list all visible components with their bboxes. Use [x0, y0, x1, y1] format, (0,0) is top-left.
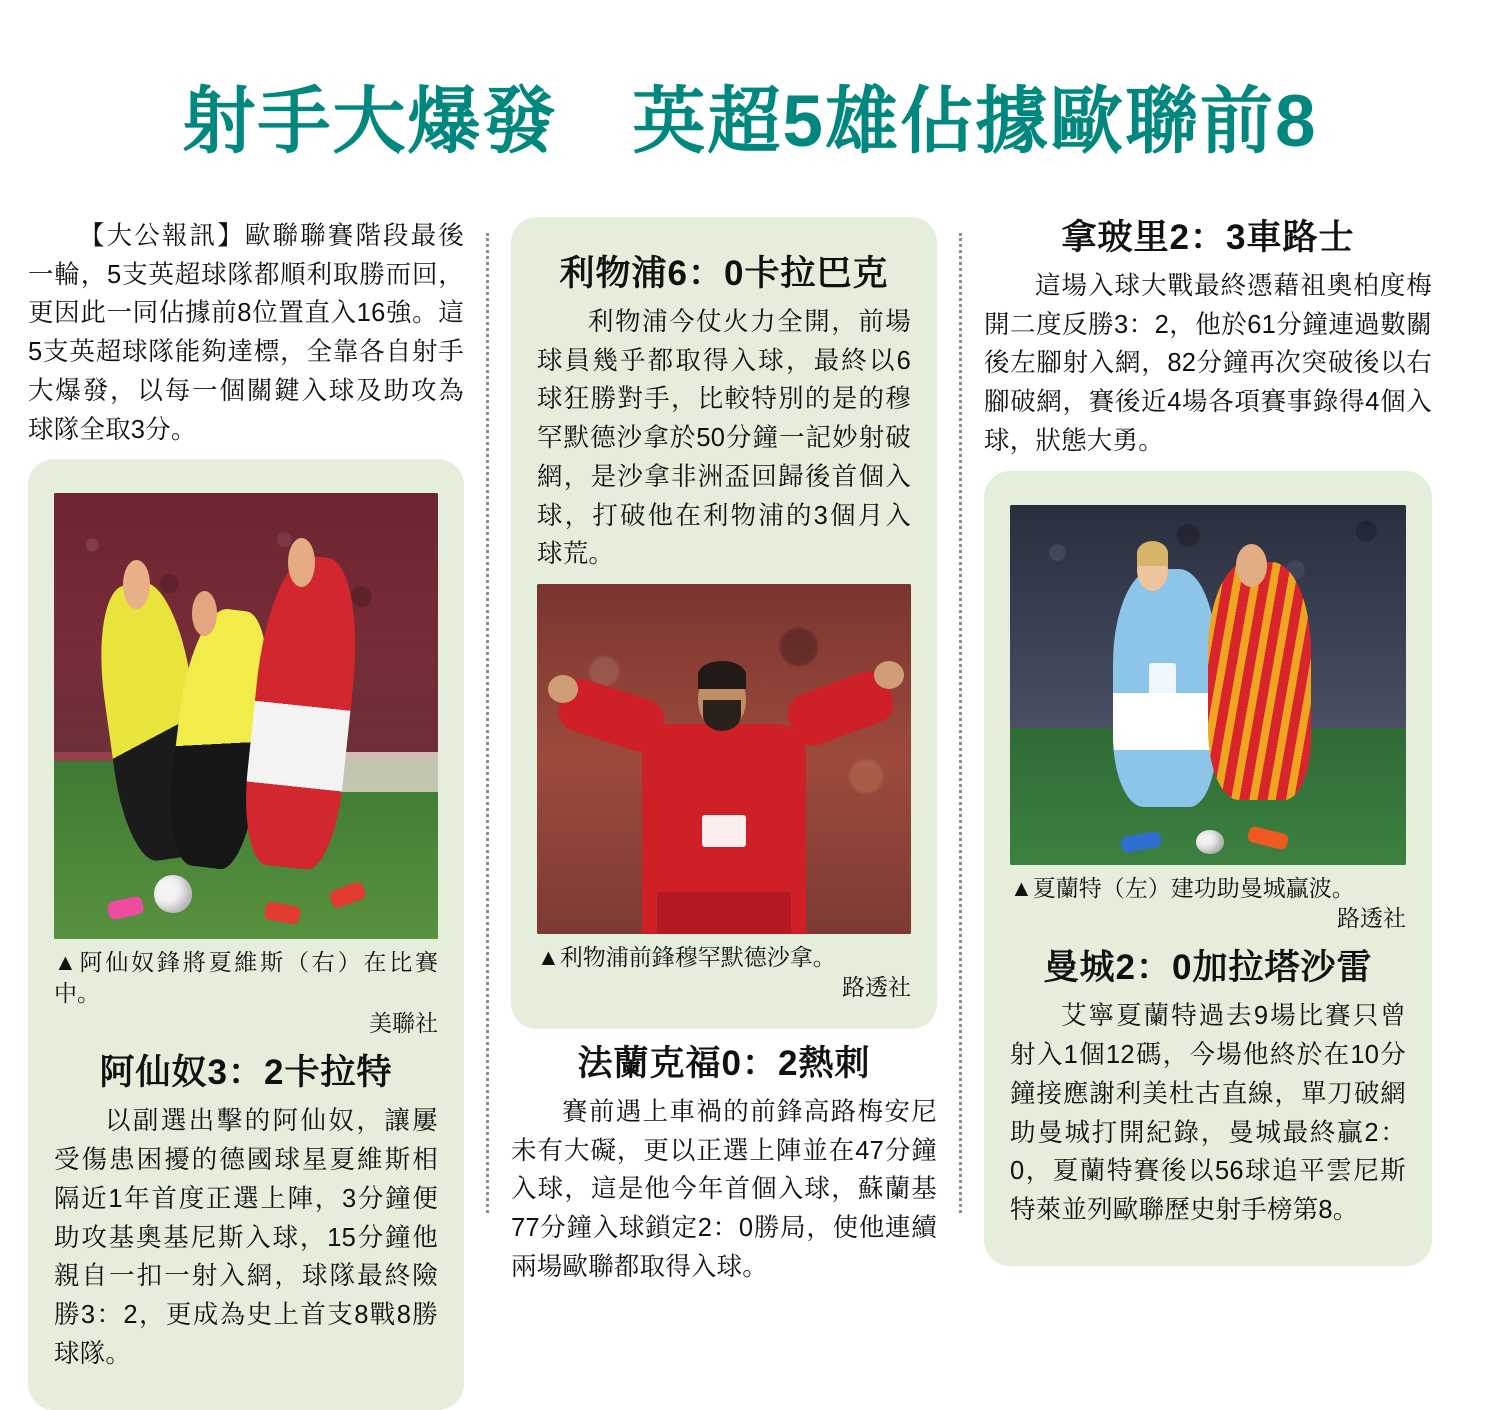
right-photo-caption — [1010, 873, 1406, 934]
caption-source: 路透社 — [1337, 904, 1406, 931]
mancity-subhead: 曼城2：0加拉塔沙雷 — [1043, 948, 1373, 988]
football — [1196, 830, 1224, 854]
newspaper-page — [0, 49, 1500, 1368]
caption-text: ▲阿仙奴鋒將夏維斯（右）在比賽中。 — [54, 949, 438, 1006]
haaland-mancity-photo — [1010, 505, 1406, 865]
tottenham-body: 賽前遇上車禍的前鋒高路梅安尼未有大礙，更以正選上陣並在47分鐘入球，這是他今年首個入球，蘇蘭基77分鐘入球鎖定2：0勝局，使他連續兩場歐聯都取得入球。 — [511, 1097, 937, 1281]
lead-source-tag: 【大公報訊】 — [79, 221, 245, 250]
caption-source: 美聯社 — [369, 1010, 438, 1037]
player-beard — [703, 700, 740, 732]
lead-paragraph — [28, 217, 464, 450]
chelsea-body: 這場入球大戰最終憑藉祖奧柏度梅開二度反勝3：2，他於61分鐘連過數關後左腳射入網，82分鐘再次突破後以右腳破網，賽後近4場各項賽事錄得4個入球，狀態大勇。 — [984, 271, 1432, 455]
left-photo-caption — [54, 947, 438, 1038]
jersey-number — [1149, 663, 1177, 706]
player-head-3 — [288, 538, 315, 587]
column-middle — [489, 217, 959, 1281]
player-hair — [698, 661, 747, 689]
salah-celebration-photo — [537, 584, 911, 934]
left-photo-card — [28, 459, 464, 1409]
liverpool-card — [511, 217, 937, 1029]
column-left — [28, 217, 486, 1368]
player-hair-mancity — [1137, 541, 1169, 566]
jersey-sponsor-logo — [702, 815, 747, 847]
player-galatasaray — [1208, 562, 1311, 800]
middle-photo-caption — [537, 942, 911, 1003]
chelsea-subhead: 拿玻里2：3車路士 — [1061, 217, 1355, 257]
tottenham-subhead: 法蘭克福0：2熱刺 — [577, 1043, 871, 1083]
player-hand-left — [548, 675, 578, 703]
column-right — [962, 217, 1432, 1227]
arsenal-dortmund-photo — [54, 493, 438, 939]
caption-text: ▲夏蘭特（左）建功助曼城贏波。 — [1010, 874, 1355, 901]
mancity-card — [984, 471, 1432, 1266]
liverpool-body: 利物浦今仗火力全開，前場球員幾乎都取得入球，最終以6球狂勝對手，比較特別的是的穆罕默德沙拿於50分鐘一記妙射破網，是沙拿非洲盃回歸後首個入球，打破他在利物浦的3個月入球荒。 — [537, 307, 911, 569]
mancity-body: 艾寧夏蘭特過去9場比賽只曾射入1個12碼，今場他終於在10分鐘接應謝利美杜古直線，單刀破網助曼城打開紀錄，曼城最終贏2：0，夏蘭特賽後以56球追平雲尼斯特萊並列歐聯歷史射手榜第8。 — [1010, 1002, 1406, 1225]
football — [154, 875, 192, 912]
article-columns — [0, 217, 1500, 1368]
player-hand-right — [874, 661, 904, 689]
caption-source: 路透社 — [842, 974, 911, 1001]
liverpool-subhead: 利物浦6：0卡拉巴克 — [559, 253, 889, 293]
left-subhead: 阿仙奴3：2卡拉特 — [99, 1053, 393, 1093]
page-headline: 射手大爆發 英超5雄佔據歐聯前8 — [182, 80, 1318, 162]
caption-text: ▲利物浦前鋒穆罕默德沙拿。 — [537, 944, 836, 971]
player-shorts — [657, 892, 792, 934]
left-body: 以副選出擊的阿仙奴，讓屢受傷患困擾的德國球星夏維斯相隔近1年首度正選上陣，3分鐘便助攻基奧基尼斯入球，15分鐘他親自一扣一射入網，球隊最終險勝3：2，更成為史上首支8戰8勝球隊。 — [54, 1107, 438, 1368]
player-head-1 — [123, 560, 150, 609]
lead-text: 歐聯聯賽階段最後一輪，5支英超球隊都順利取勝而回，更因此一同佔據前8位置直入16強。這5支英超球隊能夠達標，全靠各自射手大爆發，以每一個關鍵入球及助攻為球隊全取3分。 — [28, 221, 464, 444]
